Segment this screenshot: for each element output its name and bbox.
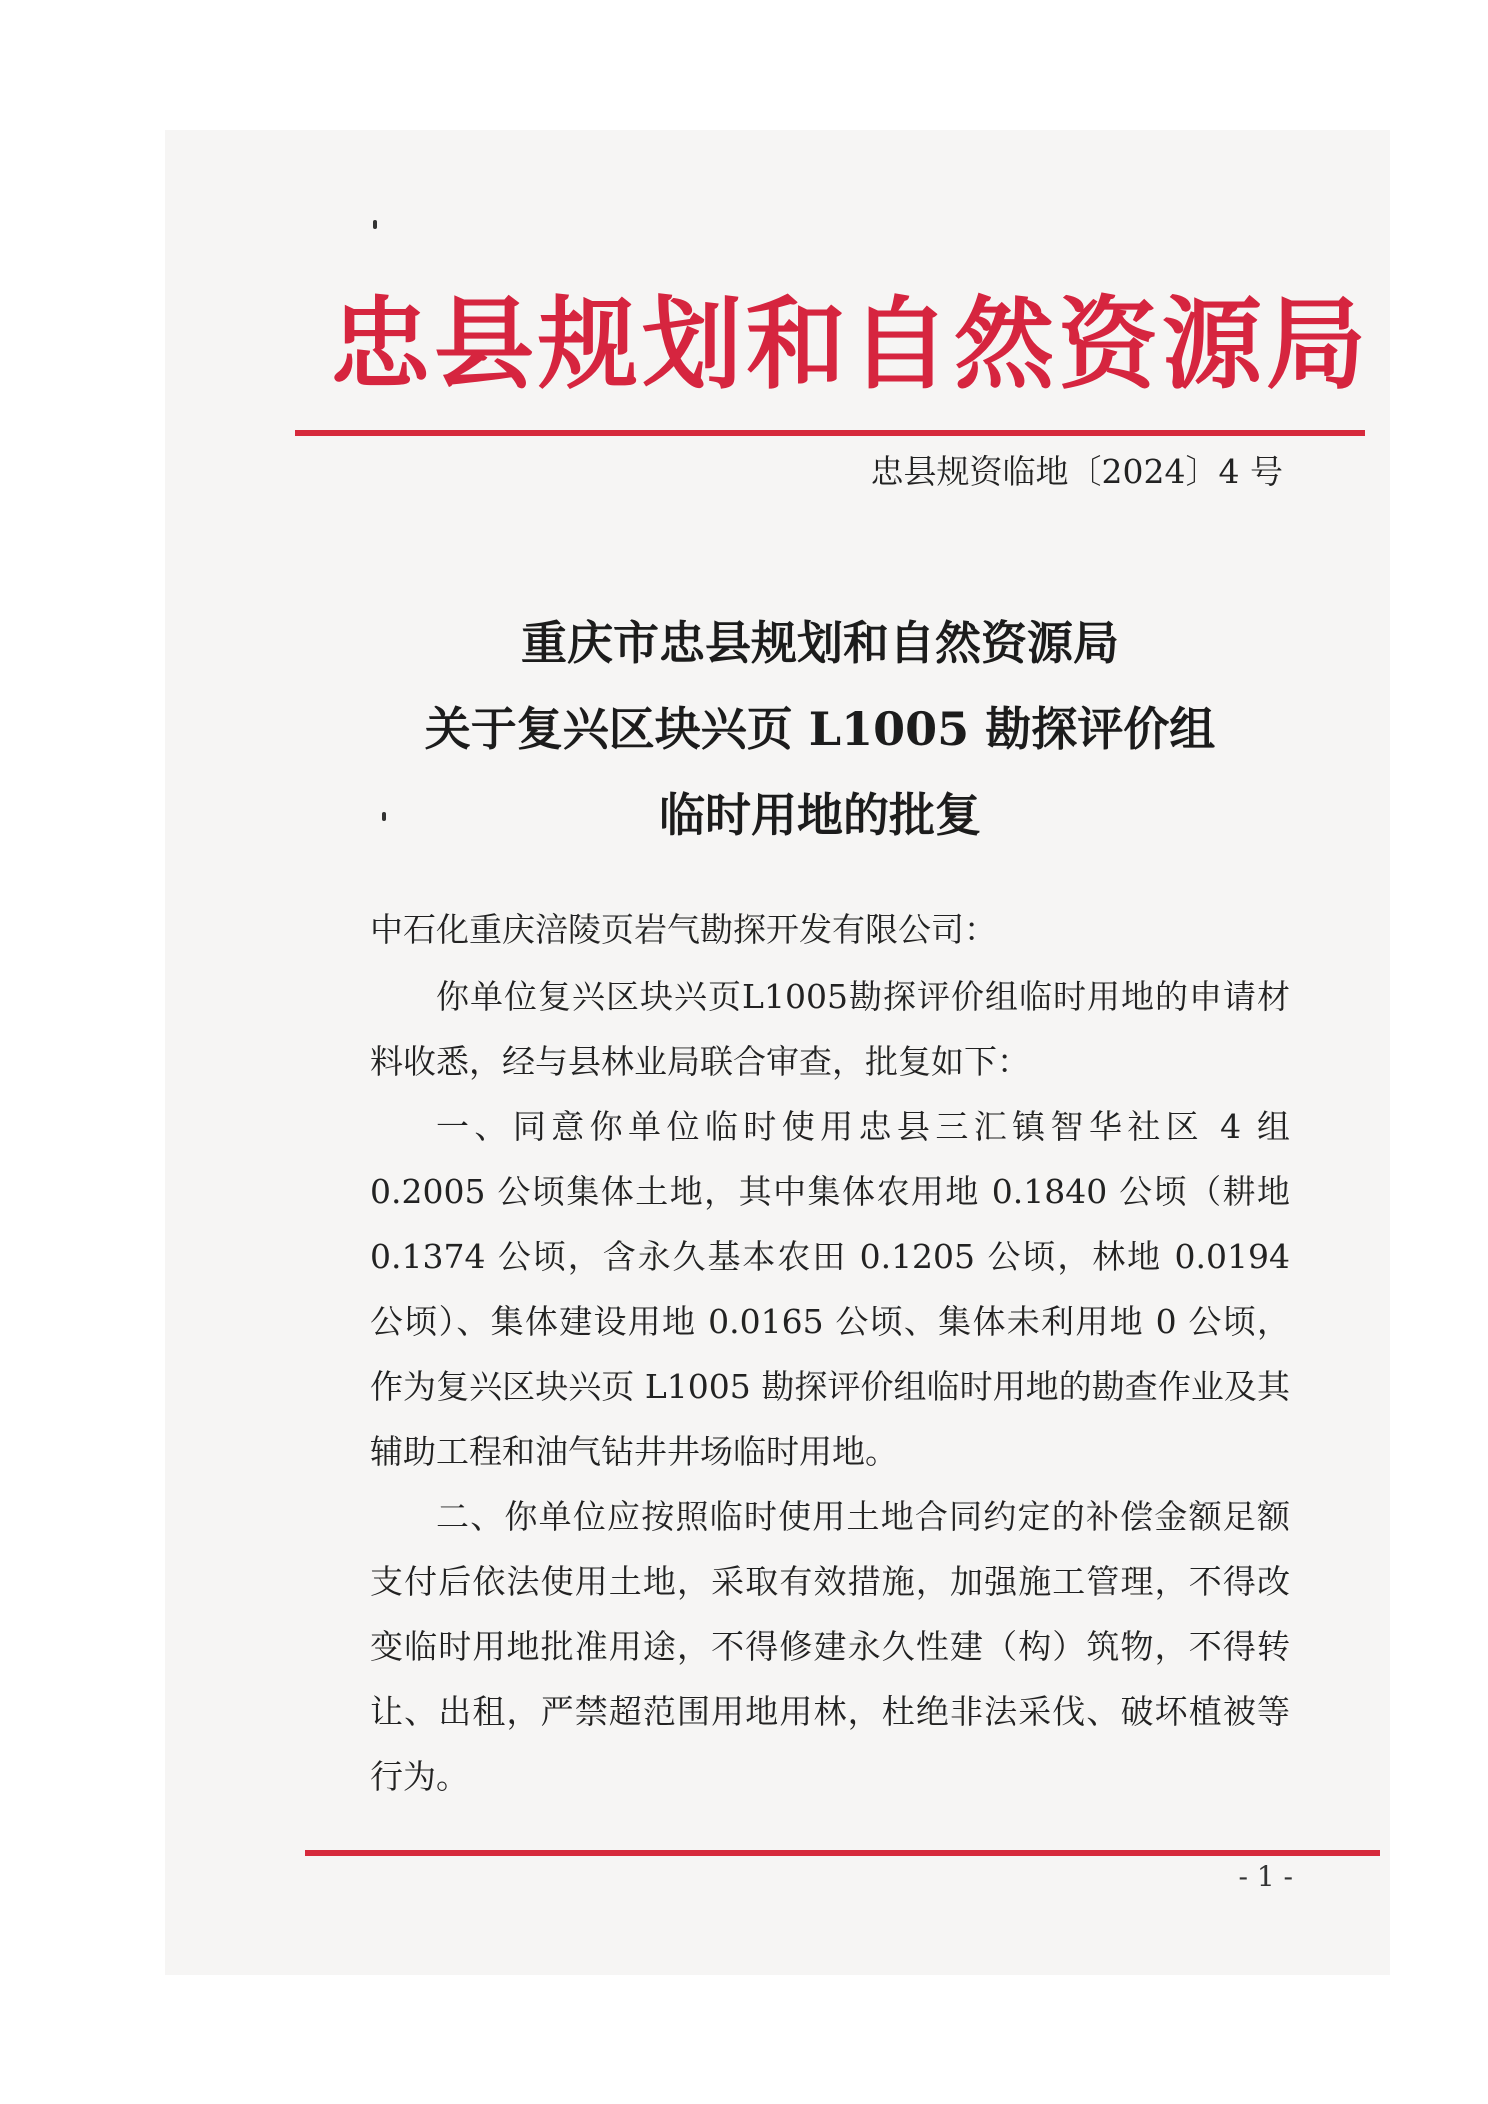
document-title	[340, 600, 1300, 858]
letterhead-red-rule	[295, 430, 1365, 436]
body-paragraph: 你单位复兴区块兴页L1005勘探评价组临时用地的申请材料收悉，经与县林业局联合审查，批复如下：	[370, 977, 1290, 1081]
document-body	[370, 964, 1290, 1809]
footer-red-rule	[305, 1850, 1380, 1856]
title-line-2: 关于复兴区块兴页 L1005 勘探评价组	[424, 702, 1216, 756]
title-line-3: 临时用地的批复	[659, 788, 981, 842]
body-paragraph: 一、同意你单位临时使用忠县三汇镇智华社区 4 组 0.2005 公顷集体土地，其中集体农用地 0.1840 公顷（耕地 0.1374 公顷，含永久基本农田 0.1205 公顷，林地 0.0194 公顷）、集体建设用地 0.0165 公顷、集体未利用地 0 公顷，作为复兴区块兴页 L1005 勘探评价组临时用地的勘查作业及其辅助工程和油气钻井井场临时用地。	[370, 1107, 1290, 1471]
title-line-1: 重庆市忠县规划和自然资源局	[521, 616, 1119, 670]
letterhead-agency-name: 忠县规划和自然资源局	[330, 286, 1370, 403]
document-number: 忠县规资临地〔2024〕4 号	[870, 452, 1283, 491]
addressee: 中石化重庆涪陵页岩气勘探开发有限公司：	[370, 910, 997, 949]
scan-speck	[373, 220, 377, 229]
body-paragraph: 二、你单位应按照临时使用土地合同约定的补偿金额足额支付后依法使用土地，采取有效措施，加强施工管理，不得改变临时用地批准用途，不得修建永久性建（构）筑物，不得转让、出租，严禁超范围用地用林，杜绝非法采伐、破坏植被等行为。	[370, 1497, 1290, 1796]
page-number: - 1 -	[1238, 1860, 1293, 1893]
